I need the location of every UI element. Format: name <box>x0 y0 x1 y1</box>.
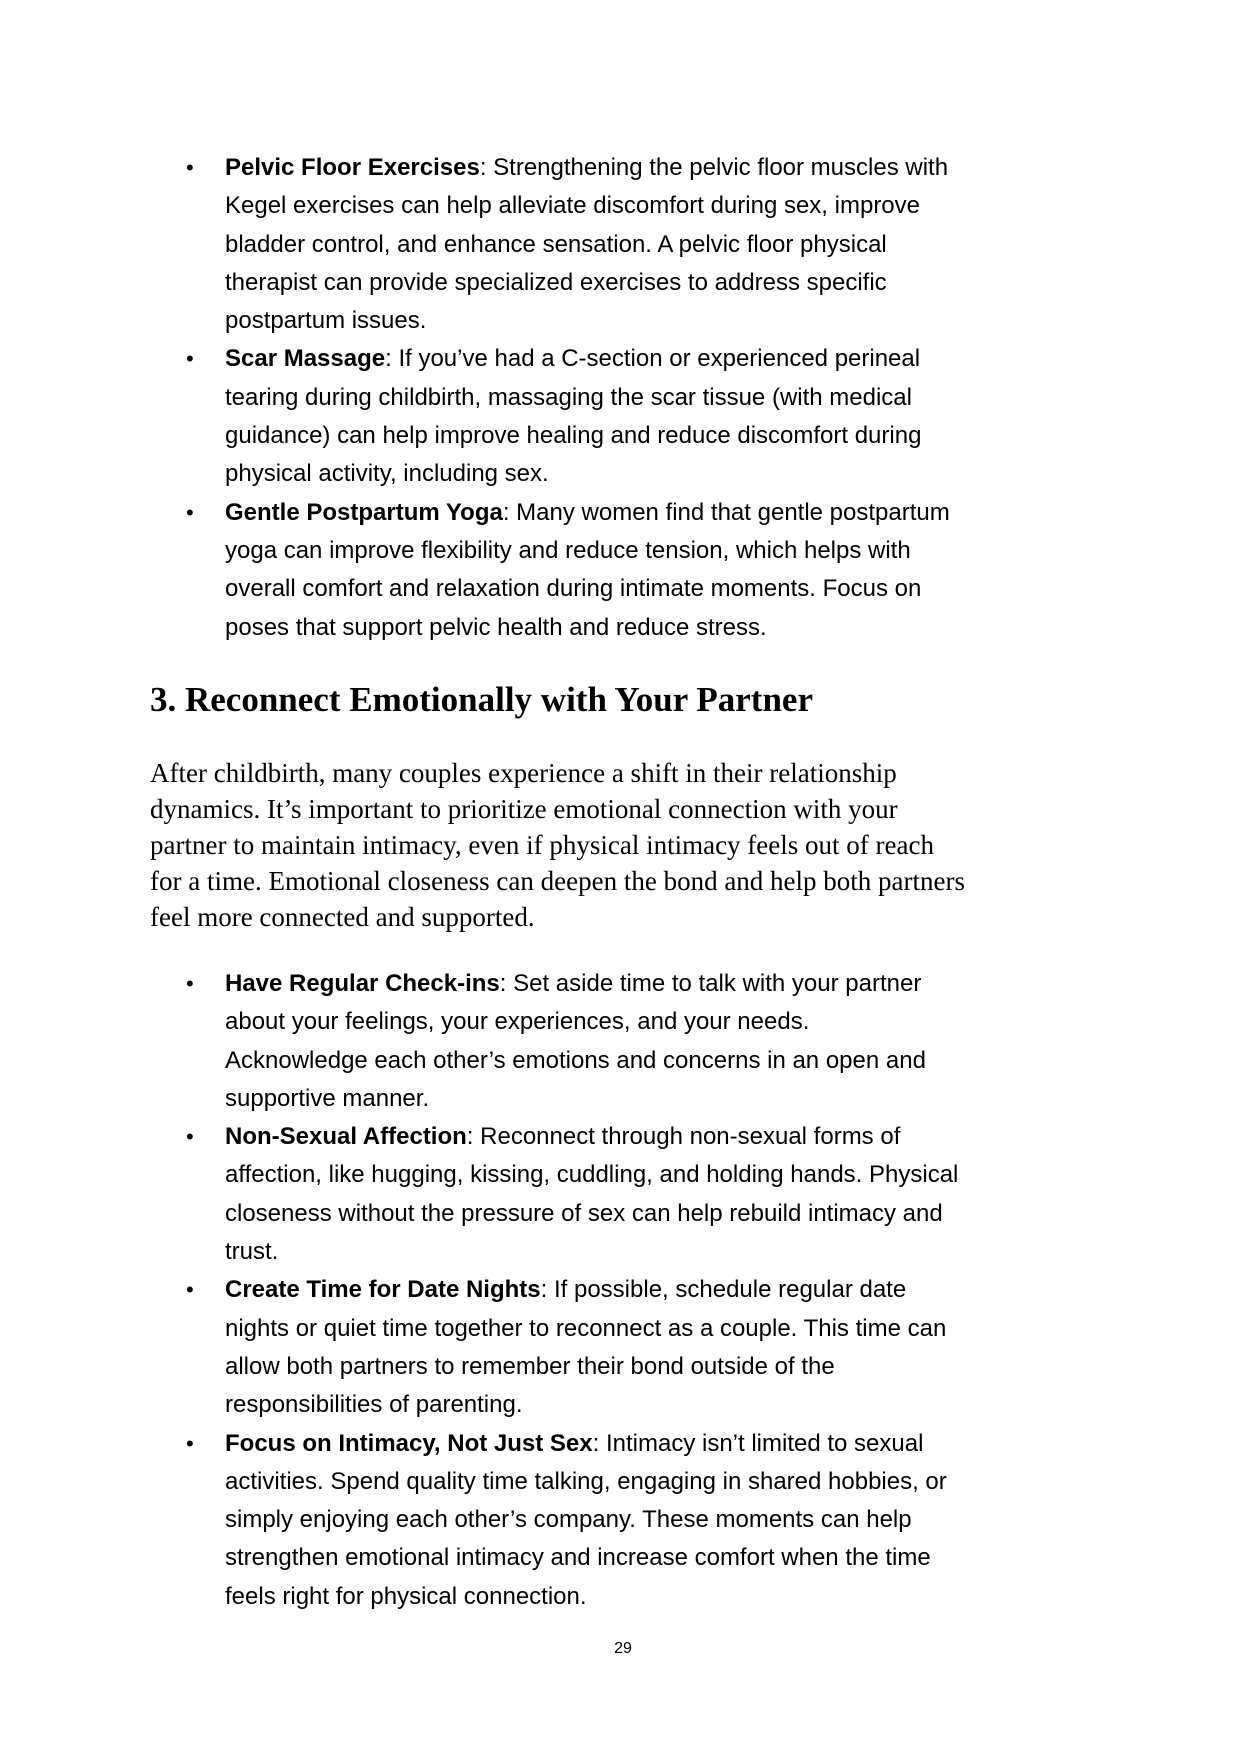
list-item-text: : Many women find that gentle postpartum <box>502 498 950 526</box>
list-item-line: allow both partners to remember their bond outside of the <box>225 1352 835 1380</box>
list-item-line: affection, like hugging, kissing, cuddling, and holding hands. Physical <box>225 1161 959 1189</box>
list-item-line: tearing during childbirth, massaging the scar tissue (with medical <box>225 383 912 411</box>
bullet-list-reconnect <box>0 965 1240 1616</box>
list-item-line: feels right for physical connection. <box>225 1582 587 1610</box>
paragraph-line: for a time. Emotional closeness can deepen the bond and help both partners <box>150 866 965 896</box>
list-item-line: poses that support pelvic health and reduce stress. <box>225 613 767 641</box>
bullet-list-exercises <box>0 149 1240 647</box>
list-item-term: Scar Massage <box>225 345 386 373</box>
bullet-icon: • <box>186 346 194 372</box>
list-item-line: supportive manner. <box>225 1084 430 1112</box>
list-item-line <box>225 494 1240 532</box>
list-item-line: physical activity, including sex. <box>225 460 549 488</box>
list-item-line <box>225 149 1240 187</box>
list-item-line: nights or quiet time together to reconnect as a couple. This time can <box>225 1314 947 1342</box>
list-item-line: therapist can provide specialized exercises to address specific <box>225 268 887 296</box>
bullet-icon: • <box>186 1277 194 1303</box>
list-item-text: : If possible, schedule regular date <box>540 1276 907 1304</box>
list-item-line: yoga can improve flexibility and reduce tension, which helps with <box>225 536 911 564</box>
list-item-line: bladder control, and enhance sensation. A pelvic floor physical <box>225 230 887 258</box>
list-item <box>0 1271 1240 1424</box>
bullet-icon: • <box>186 155 194 180</box>
list-item-line: overall comfort and relaxation during intimate moments. Focus on <box>225 575 922 603</box>
list-item-term: Non-Sexual Affection <box>225 1123 467 1151</box>
list-item-line <box>225 1118 1240 1156</box>
list-item-term: Create Time for Date Nights <box>225 1276 541 1304</box>
list-item-line: about your feelings, your experiences, and your needs. <box>225 1008 810 1036</box>
list-item-text: : Set aside time to talk with your partner <box>499 970 922 997</box>
list-item-line: trust. <box>225 1238 279 1266</box>
list-item-line <box>225 340 1240 378</box>
intro-paragraph <box>150 755 965 935</box>
list-item-term: Gentle Postpartum Yoga <box>225 498 503 526</box>
paragraph-line: After childbirth, many couples experience a shift in their relationship <box>150 758 897 788</box>
list-item <box>0 965 1240 1118</box>
list-item <box>0 494 1240 647</box>
list-item-line <box>225 965 1240 1003</box>
list-item-line <box>225 1425 1240 1463</box>
list-item-text: : Intimacy isn’t limited to sexual <box>592 1429 924 1457</box>
list-item-line <box>225 1271 1240 1309</box>
list-item <box>0 340 1240 493</box>
list-item <box>0 1425 1240 1616</box>
list-item-line: guidance) can help improve healing and reduce discomfort during <box>225 422 922 450</box>
list-item-term: Have Regular Check-ins <box>225 970 500 997</box>
list-item-line: postpartum issues. <box>225 307 427 335</box>
section-heading: 3. Reconnect Emotionally with Your Partner <box>150 680 813 719</box>
bullet-icon: • <box>186 1430 194 1456</box>
list-item-line: simply enjoying each other’s company. These moments can help <box>225 1506 912 1534</box>
paragraph-line: dynamics. It’s important to prioritize emotional connection with your <box>150 794 898 824</box>
page-number: 29 <box>614 1640 632 1657</box>
list-item-text: : If you’ve had a C-section or experienced perineal <box>385 345 921 373</box>
list-item-line: Acknowledge each other’s emotions and concerns in an open and <box>225 1046 926 1074</box>
list-item-text: : Reconnect through non-sexual forms of <box>466 1123 901 1151</box>
list-item <box>0 1118 1240 1271</box>
list-item-line: responsibilities of parenting. <box>225 1391 523 1419</box>
paragraph-line: partner to maintain intimacy, even if physical intimacy feels out of reach <box>150 830 934 860</box>
list-item-line: closeness without the pressure of sex can help rebuild intimacy and <box>225 1199 943 1227</box>
bullet-icon: • <box>186 1124 194 1150</box>
paragraph-line: feel more connected and supported. <box>150 902 535 932</box>
list-item-line: strengthen emotional intimacy and increase comfort when the time <box>225 1544 931 1572</box>
bullet-icon: • <box>186 971 194 996</box>
list-item <box>0 149 1240 340</box>
list-item-term: Pelvic Floor Exercises <box>225 154 480 181</box>
list-item-text: : Strengthening the pelvic floor muscles with <box>479 154 949 181</box>
bullet-icon: • <box>186 499 194 525</box>
list-item-term: Focus on Intimacy, Not Just Sex <box>225 1429 593 1457</box>
list-item-line: activities. Spend quality time talking, engaging in shared hobbies, or <box>225 1467 947 1495</box>
list-item-line: Kegel exercises can help alleviate discomfort during sex, improve <box>225 192 921 220</box>
